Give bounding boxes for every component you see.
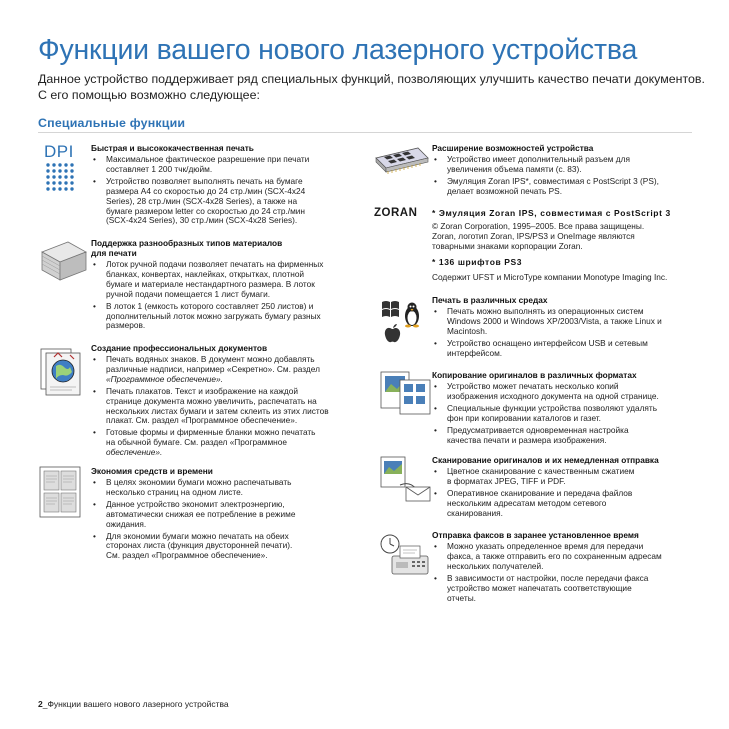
list-item xyxy=(91,260,361,300)
feature-title xyxy=(91,238,361,258)
text-line: • Для экономии бумаги можно печатать на обеих xyxy=(106,530,289,541)
text-line: нескольким адресатам методом сетевого xyxy=(447,497,607,508)
text-line: «Программное обеспечение». xyxy=(106,373,223,384)
memory-module-icon xyxy=(372,146,430,180)
scan-to-email-icon xyxy=(378,455,434,503)
feature-title: Экономия средств и времени xyxy=(91,466,213,476)
list-item xyxy=(432,467,722,487)
footer-text: _Функции вашего нового лазерного устройства xyxy=(42,699,229,709)
text-line: • Цветное сканирование с качественным сжатием xyxy=(447,466,635,476)
text-line: бланках, конвертах, наклейках, открытках, плотной xyxy=(106,268,305,279)
text-line: нескольких листах бумаги и затем склеить из этих листов xyxy=(106,405,329,416)
text-line: качества печати и размера изображения. xyxy=(447,434,607,445)
text-line: для печати xyxy=(91,248,137,258)
text-line: • Готовые формы и фирменные бланки можно печатать xyxy=(106,427,316,438)
ps3-fonts-text: Содержит UFST и MicroType компании Monotype Imaging Inc. xyxy=(432,272,668,282)
list-item xyxy=(91,500,361,530)
text-line: • В целях экономии бумаги можно распечатывать xyxy=(106,477,292,487)
intro-line: Данное устройство поддерживает ряд специальных функций, позволяющих улучшить качество печати документов. xyxy=(38,72,705,86)
feature-quality-printing xyxy=(91,143,361,228)
text-line: дополнительный лоток можно загружать бумагу разных xyxy=(106,310,321,321)
multiple-pages-icon xyxy=(38,465,84,519)
dpi-icon-text: DPI xyxy=(44,142,74,161)
feature-title: Сканирование оригиналов и их немедленная отправка xyxy=(432,455,659,465)
ps3-fonts-heading: * 136 шрифтов PS3 xyxy=(432,257,523,267)
list-item xyxy=(432,155,722,175)
text-line: бумаге размером letter со скоростью до 24 стр./мин xyxy=(106,205,306,216)
list-item xyxy=(432,489,722,519)
text-line: нескольких получателей. xyxy=(447,560,544,571)
feature-title: Быстрая и высококачественная печать xyxy=(91,143,254,153)
text-line: интерфейсом. xyxy=(447,347,503,358)
text-line: • Печать можно выполнять из операционных систем xyxy=(447,306,644,316)
copy-documents-icon xyxy=(378,370,434,416)
feature-title: Копирование оригиналов в различных форматах xyxy=(432,370,637,380)
text-line: Zoran, логотип Zoran, IPS/PS3 и OneImage являются xyxy=(432,231,635,241)
intro-line: С его помощью возможно следующее: xyxy=(38,88,260,102)
text-line: бумаге и материале нестандартного размера. В лоток xyxy=(106,278,315,289)
text-line: делает возможной печать PS. xyxy=(447,185,563,196)
list-item xyxy=(91,532,361,562)
text-line: обеспечение». xyxy=(106,447,163,458)
text-line: автоматически снижая ее потребление в режиме xyxy=(106,508,296,519)
feature-print-environments xyxy=(432,295,722,361)
text-line: изображения исходного документа на одной странице. xyxy=(447,390,659,401)
text-line: сторонах листа (функция двусторонней печати). xyxy=(106,540,293,551)
text-line: Series), 28 стр./мин (SCX-4x28 Series), а также на xyxy=(106,195,298,206)
text-line: странице документа можно увеличить, распечатать на xyxy=(106,395,317,406)
list-item xyxy=(432,339,722,359)
list-item xyxy=(432,382,722,402)
text-line: • Устройство оснащено интерфейсом USB и сетевым xyxy=(447,337,648,348)
feature-media-support xyxy=(91,238,361,333)
list-item xyxy=(91,478,361,498)
dpi-icon xyxy=(44,143,78,195)
page-number: 2 xyxy=(38,699,43,709)
list-item xyxy=(432,307,722,337)
list-item xyxy=(432,542,722,572)
feature-memory-expansion xyxy=(432,143,722,199)
fax-schedule-icon xyxy=(378,532,434,580)
list-item xyxy=(91,428,361,458)
list-item xyxy=(432,574,722,604)
section-heading: Специальные функции xyxy=(38,116,186,130)
text-line: сканирования. xyxy=(447,507,503,518)
text-line: Windows 2000 и Windows XP/2003/Vista, а также Linux и xyxy=(447,315,662,326)
list-item xyxy=(91,177,361,227)
list-item xyxy=(432,177,722,197)
text-line: • Данное устройство экономит электроэнергию, xyxy=(106,498,285,509)
text-line: в форматах JPEG, TIFF и PDF. xyxy=(447,475,566,486)
text-line: на обычной бумаге. См. раздел «Программное xyxy=(106,437,287,448)
feature-economy xyxy=(91,466,361,563)
feature-scan-send xyxy=(432,455,722,521)
text-line: устройство может напечатать соответствующие xyxy=(447,582,632,593)
page-footer xyxy=(38,699,229,709)
list-item xyxy=(91,155,361,175)
text-line: • В зависимости от настройки, после передачи факса xyxy=(447,572,649,583)
text-line: фон при копировании каталогов и газет. xyxy=(447,412,601,423)
text-line: • Печать водяных знаков. В документ можно добавлять xyxy=(106,354,315,364)
text-line: отчеты. xyxy=(447,592,476,603)
text-line: • Предусматривается одновременная настройка xyxy=(447,424,629,435)
paper-stack-icon xyxy=(38,238,88,284)
text-line: Поддержка разнообразных типов материалов xyxy=(91,238,283,248)
list-item xyxy=(91,355,361,385)
text-line: • Эмуляция Zoran IPS*, совместимая с PostScript 3 (PS), xyxy=(447,175,659,186)
text-line: товарными знаками корпорации Zoran. xyxy=(432,241,583,251)
text-line: • Устройство может печатать несколько копий xyxy=(447,381,619,391)
professional-documents-icon xyxy=(38,345,86,397)
text-line: • В лоток 1 (емкость которого составляет 250 листов) и xyxy=(106,300,314,311)
text-line: ручной подачи помещается 1 лист бумаги. xyxy=(106,288,271,299)
text-line: факса, а также отправить его по сохраненным адресам xyxy=(447,550,662,561)
operating-systems-icon xyxy=(378,296,424,350)
text-line: плакат. См. раздел «Программное обеспечение». xyxy=(106,415,298,426)
zoran-emulation-heading: * Эмуляция Zoran IPS, совместимая с PostScript 3 xyxy=(432,208,671,218)
feature-title: Отправка факсов в заранее установленное время xyxy=(432,530,639,540)
text-line: размера A4 со скоростью до 24 стр./мин (SCX-4x24 xyxy=(106,185,306,196)
text-line: несколько страниц на одном листе. xyxy=(106,486,243,497)
text-line: • Устройство имеет дополнительный разъем для xyxy=(447,154,630,164)
list-item xyxy=(432,404,722,424)
feature-title: Создание профессиональных документов xyxy=(91,343,268,353)
text-line: (SCX-4x24 Series), 30 стр./мин (SCX-4x28 Series). xyxy=(106,215,298,226)
list-item xyxy=(91,302,361,332)
text-line: размеров. xyxy=(106,320,146,331)
text-line: увеличения объема памяти (с. 83). xyxy=(447,163,582,174)
feature-copy-formats xyxy=(432,370,722,447)
text-line: • Можно указать определенное время для передачи xyxy=(447,541,644,551)
text-line: • Оперативное сканирование и передача файлов xyxy=(447,487,633,498)
text-line: © Zoran Corporation, 1995–2005. Все права защищены. xyxy=(432,221,645,231)
text-line: • Максимальное фактическое разрешение при печати xyxy=(106,154,310,164)
feature-scheduled-fax xyxy=(432,530,722,605)
text-line: различные надписи, например «Секретно». См. раздел xyxy=(106,363,320,374)
feature-professional-documents xyxy=(91,343,361,460)
feature-title: Расширение возможностей устройства xyxy=(432,143,594,153)
section-divider xyxy=(38,132,692,133)
text-line: Macintosh. xyxy=(447,325,488,336)
text-line: составляет 1 200 тчк/дюйм. xyxy=(106,163,213,174)
text-line: • Специальные функции устройства позволяют удалять xyxy=(447,402,658,413)
zoran-logo: ZORAN xyxy=(374,207,418,219)
feature-title: Печать в различных средах xyxy=(432,295,548,305)
text-line: • Печать плакатов. Текст и изображение на каждой xyxy=(106,385,298,396)
list-item xyxy=(432,426,722,446)
list-item xyxy=(91,387,361,427)
text-line: ожидания. xyxy=(106,518,147,529)
text-line: См. раздел «Программное обеспечение». xyxy=(106,550,268,561)
text-line: • Лоток ручной подачи позволяет печатать на фирменных xyxy=(106,259,324,269)
intro-paragraph xyxy=(38,71,728,103)
page-title: Функции вашего нового лазерного устройства xyxy=(38,34,638,66)
text-line: • Устройство позволяет выполнять печать на бумаге xyxy=(106,175,303,186)
zoran-copyright xyxy=(432,221,644,251)
